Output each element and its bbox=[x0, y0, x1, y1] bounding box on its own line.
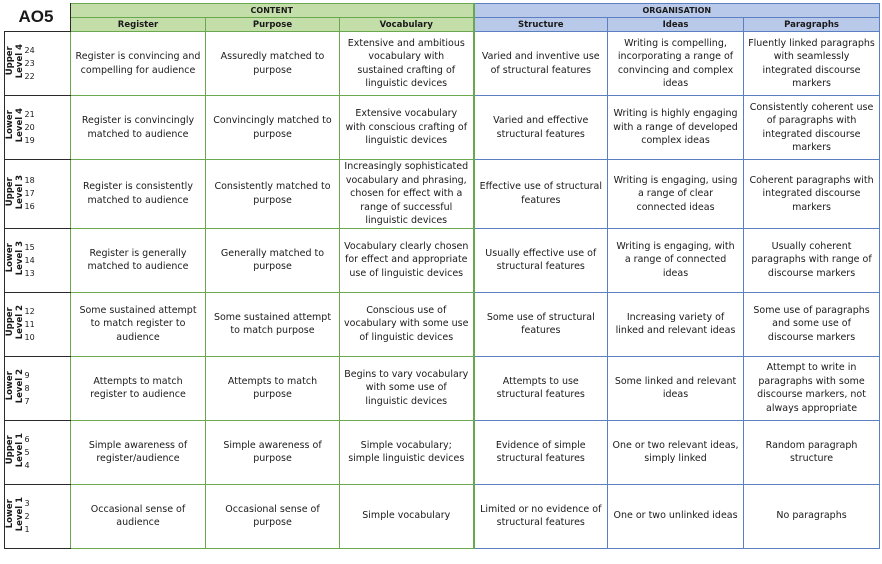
column-header-row bbox=[5, 18, 880, 32]
mark-value: 11 bbox=[24, 319, 35, 329]
level-row bbox=[5, 420, 880, 484]
ideas-descriptor: Writing is engaging, using a range of clear connected ideas bbox=[608, 160, 744, 229]
level-row bbox=[5, 228, 880, 292]
vocabulary-descriptor: Extensive and ambitious vocabulary with sustained crafting of linguistic devices bbox=[340, 32, 474, 96]
level-label: Upper Level 4 bbox=[5, 44, 25, 79]
level-row bbox=[5, 356, 880, 420]
level-label: Lower Level 4 bbox=[5, 108, 25, 143]
level-label: Upper Level 3 bbox=[5, 174, 25, 209]
ideas-descriptor: Increasing variety of linked and relevant ideas bbox=[608, 292, 744, 356]
level-label: Upper Level 2 bbox=[5, 304, 25, 340]
level-label: Lower Level 2 bbox=[5, 368, 25, 404]
vocabulary-descriptor: Begins to vary vocabulary with some use of linguistic devices bbox=[340, 356, 474, 420]
ideas-descriptor: Some linked and relevant ideas bbox=[608, 356, 744, 420]
mark-value: 23 bbox=[24, 59, 35, 68]
ideas-descriptor: Writing is compelling, incorporating a range of convincing and complex ideas bbox=[608, 32, 744, 96]
structure-descriptor: Effective use of structural features bbox=[474, 160, 608, 229]
mark-value: 3 bbox=[24, 498, 30, 508]
paragraphs-descriptor: Fluently linked paragraphs with seamlessly integrated discourse markers bbox=[744, 32, 880, 96]
mark-value: 2 bbox=[24, 511, 30, 521]
vocabulary-descriptor: Simple vocabulary; simple linguistic devices bbox=[340, 420, 474, 484]
mark-value: 13 bbox=[24, 268, 35, 278]
column-header-paragraphs: Paragraphs bbox=[744, 18, 880, 32]
level-label-cell bbox=[5, 160, 23, 229]
group-header-organisation: ORGANISATION bbox=[474, 4, 880, 18]
register-descriptor: Register is consistently matched to audience bbox=[71, 160, 206, 229]
paragraphs-descriptor: Some use of paragraphs and some use of discourse markers bbox=[744, 292, 880, 356]
register-descriptor: Register is generally matched to audience bbox=[71, 228, 206, 292]
register-descriptor: Simple awareness of register/audience bbox=[71, 420, 206, 484]
ideas-descriptor: One or two unlinked ideas bbox=[608, 484, 744, 548]
level-row bbox=[5, 32, 880, 96]
level-row bbox=[5, 160, 880, 229]
mark-value: 9 bbox=[24, 370, 30, 380]
column-header-purpose: Purpose bbox=[206, 18, 340, 32]
level-label-cell bbox=[5, 420, 23, 484]
mark-value: 7 bbox=[24, 396, 30, 406]
structure-descriptor: Varied and effective structural features bbox=[474, 96, 608, 160]
purpose-descriptor: Some sustained attempt to match purpose bbox=[206, 292, 340, 356]
vocabulary-descriptor: Extensive vocabulary with conscious crafting of linguistic devices bbox=[340, 96, 474, 160]
purpose-descriptor: Consistently matched to purpose bbox=[206, 160, 340, 229]
mark-value: 19 bbox=[24, 136, 35, 145]
mark-value: 8 bbox=[24, 383, 30, 393]
group-header-row bbox=[5, 4, 880, 18]
structure-descriptor: Limited or no evidence of structural features bbox=[474, 484, 608, 548]
register-descriptor: Attempts to match register to audience bbox=[71, 356, 206, 420]
purpose-descriptor: Assuredly matched to purpose bbox=[206, 32, 340, 96]
marks-cell bbox=[23, 228, 71, 292]
mark-value: 12 bbox=[24, 306, 35, 316]
structure-descriptor: Usually effective use of structural features bbox=[474, 228, 608, 292]
mark-value: 14 bbox=[24, 255, 35, 265]
mark-value: 4 bbox=[24, 460, 30, 470]
mark-value: 24 bbox=[24, 46, 35, 55]
marks-cell bbox=[23, 32, 71, 96]
purpose-descriptor: Simple awareness of purpose bbox=[206, 420, 340, 484]
vocabulary-descriptor: Simple vocabulary bbox=[340, 484, 474, 548]
marks-cell bbox=[23, 292, 71, 356]
mark-value: 6 bbox=[24, 434, 30, 444]
level-label-cell bbox=[5, 484, 23, 548]
level-label: Upper Level 1 bbox=[5, 432, 25, 468]
marks-cell bbox=[23, 420, 71, 484]
level-label-cell bbox=[5, 356, 23, 420]
level-row bbox=[5, 484, 880, 548]
paragraphs-descriptor: Consistently coherent use of paragraphs with integrated discourse markers bbox=[744, 96, 880, 160]
level-label-cell bbox=[5, 292, 23, 356]
column-header-vocabulary: Vocabulary bbox=[340, 18, 474, 32]
register-descriptor: Occasional sense of audience bbox=[71, 484, 206, 548]
structure-descriptor: Attempts to use structural features bbox=[474, 356, 608, 420]
paragraphs-descriptor: Coherent paragraphs with integrated discourse markers bbox=[744, 160, 880, 229]
marks-cell bbox=[23, 160, 71, 229]
level-label-cell bbox=[5, 96, 23, 160]
mark-value: 22 bbox=[24, 72, 35, 81]
column-header-ideas: Ideas bbox=[608, 18, 744, 32]
mark-value: 15 bbox=[24, 242, 35, 252]
level-label: Lower Level 3 bbox=[5, 240, 25, 276]
paragraphs-descriptor: Usually coherent paragraphs with range of discourse markers bbox=[744, 228, 880, 292]
table-title: AO5 bbox=[5, 4, 71, 32]
mark-value: 1 bbox=[24, 524, 30, 534]
ideas-descriptor: One or two relevant ideas, simply linked bbox=[608, 420, 744, 484]
marks-cell bbox=[23, 484, 71, 548]
register-descriptor: Register is convincing and compelling for audience bbox=[71, 32, 206, 96]
column-header-register: Register bbox=[71, 18, 206, 32]
ideas-descriptor: Writing is engaging, with a range of connected ideas bbox=[608, 228, 744, 292]
structure-descriptor: Some use of structural features bbox=[474, 292, 608, 356]
column-header-structure: Structure bbox=[474, 18, 608, 32]
purpose-descriptor: Generally matched to purpose bbox=[206, 228, 340, 292]
paragraphs-descriptor: No paragraphs bbox=[744, 484, 880, 548]
purpose-descriptor: Occasional sense of purpose bbox=[206, 484, 340, 548]
mark-value: 20 bbox=[24, 123, 35, 132]
register-descriptor: Some sustained attempt to match register to audience bbox=[71, 292, 206, 356]
level-label: Lower Level 1 bbox=[5, 496, 25, 532]
ideas-descriptor: Writing is highly engaging with a range of developed complex ideas bbox=[608, 96, 744, 160]
mark-value: 16 bbox=[24, 202, 35, 212]
mark-value: 5 bbox=[24, 447, 30, 457]
structure-descriptor: Evidence of simple structural features bbox=[474, 420, 608, 484]
marks-cell bbox=[23, 96, 71, 160]
purpose-descriptor: Attempts to match purpose bbox=[206, 356, 340, 420]
vocabulary-descriptor: Conscious use of vocabulary with some use of linguistic devices bbox=[340, 292, 474, 356]
purpose-descriptor: Convincingly matched to purpose bbox=[206, 96, 340, 160]
ao5-mark-scheme-table bbox=[4, 3, 880, 549]
register-descriptor: Register is convincingly matched to audience bbox=[71, 96, 206, 160]
mark-value: 10 bbox=[24, 332, 35, 342]
vocabulary-descriptor: Vocabulary clearly chosen for effect and appropriate use of linguistic devices bbox=[340, 228, 474, 292]
group-header-content: CONTENT bbox=[71, 4, 474, 18]
mark-value: 21 bbox=[24, 110, 35, 119]
paragraphs-descriptor: Attempt to write in paragraphs with some discourse markers, not always appropriate bbox=[744, 356, 880, 420]
vocabulary-descriptor: Increasingly sophisticated vocabulary and phrasing, chosen for effect with a range of successful linguistic devices bbox=[340, 160, 474, 229]
mark-value: 18 bbox=[24, 176, 35, 186]
mark-value: 17 bbox=[24, 189, 35, 199]
level-label-cell bbox=[5, 32, 23, 96]
structure-descriptor: Varied and inventive use of structural features bbox=[474, 32, 608, 96]
level-rows bbox=[5, 32, 880, 549]
level-row bbox=[5, 96, 880, 160]
marks-cell bbox=[23, 356, 71, 420]
level-label-cell bbox=[5, 228, 23, 292]
level-row bbox=[5, 292, 880, 356]
paragraphs-descriptor: Random paragraph structure bbox=[744, 420, 880, 484]
